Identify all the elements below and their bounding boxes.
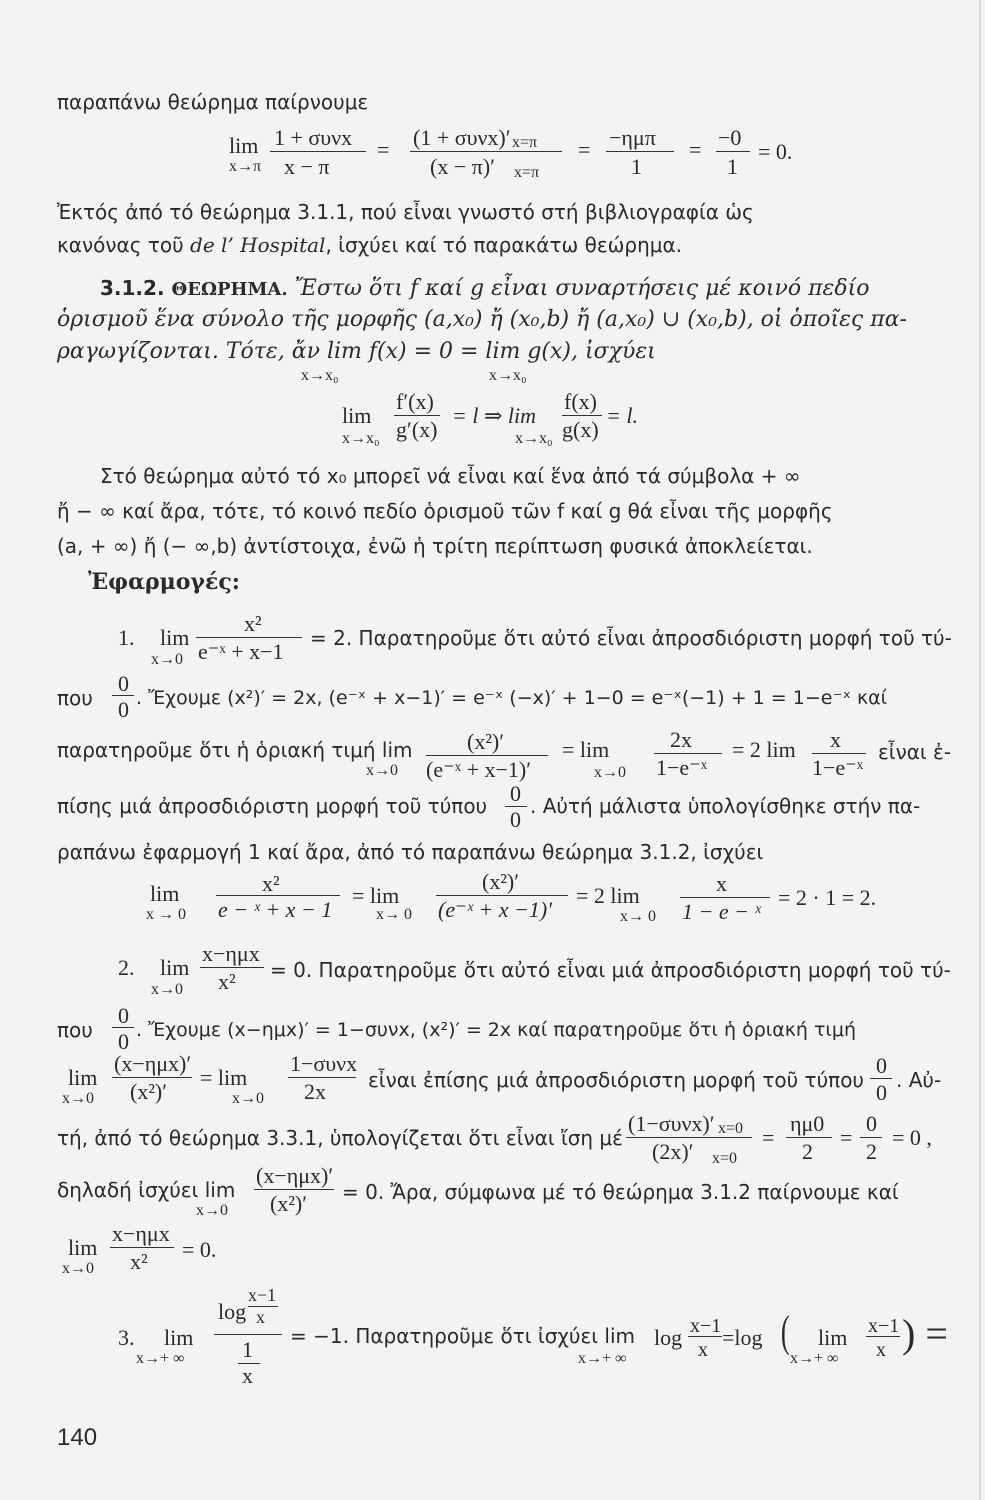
frac-bar bbox=[288, 1077, 356, 1078]
frac-bar bbox=[870, 1078, 892, 1079]
example-number: 1. bbox=[118, 625, 135, 650]
lim-sub: x→0 bbox=[196, 1202, 228, 1219]
frac-num: 0 bbox=[876, 1053, 887, 1078]
text: δηλαδή ἰσχύει lim bbox=[57, 1178, 236, 1202]
frac-den: 1−e⁻ˣ bbox=[656, 755, 708, 780]
log-label: log bbox=[654, 1325, 683, 1350]
lim: lim bbox=[68, 1235, 98, 1260]
frac-bar bbox=[562, 415, 602, 416]
frac-num: x−ημx bbox=[112, 1221, 170, 1246]
frac-num: x−1 bbox=[690, 1315, 722, 1337]
equation-middle: = l ⇒ lim bbox=[452, 403, 537, 428]
lim-sub: x→x₀ bbox=[342, 430, 380, 447]
frac-bar bbox=[270, 151, 366, 152]
frac-bar bbox=[110, 1247, 174, 1248]
theorem-number: 3.1.2. bbox=[100, 276, 165, 300]
text: . Ἔχουμε (x²)′ = 2x, (e⁻ˣ + x−1)′ = e⁻ˣ (−x)′ + 1−0 = e⁻ˣ(−1) + 1 = 1−e⁻ˣ καί bbox=[136, 687, 888, 709]
text: Ἐκτός ἀπό τό θεώρημα 3.1.1, πού εἶναι γνωστό στή βιβλιογραφία ὡς bbox=[57, 200, 754, 224]
theorem-text: Ἔστω ὅτι f καί g εἶναι συναρτήσεις μέ κοινό πεδίο bbox=[294, 276, 870, 301]
frac-bar bbox=[216, 895, 340, 896]
text: . Ἔχουμε (x−ημx)′ = 1−συνx, (x²)′ = 2x καί παρατηροῦμε ὅτι ἡ ὁριακή τιμή bbox=[136, 1019, 856, 1041]
frac-num: (x²)′ bbox=[482, 869, 520, 894]
frac-den: g(x) bbox=[562, 417, 599, 442]
lim: lim bbox=[160, 625, 190, 650]
frac-den: x² bbox=[130, 1249, 148, 1274]
text: που bbox=[57, 1018, 93, 1042]
frac-num-sub: x=π bbox=[512, 134, 538, 151]
lim: lim bbox=[160, 955, 190, 980]
frac-den: g′(x) bbox=[396, 417, 438, 442]
equals: = bbox=[377, 137, 390, 162]
frac-num-sub: x=0 bbox=[718, 1120, 744, 1137]
open-paren: ( bbox=[780, 1307, 790, 1356]
frac-bar bbox=[214, 1334, 282, 1335]
text: = −1. Παρατηροῦμε ὅτι ἰσχύει lim bbox=[290, 1324, 636, 1348]
equals-lim: = lim bbox=[562, 737, 610, 762]
frac-bar bbox=[866, 1336, 900, 1337]
lim-sub: x→0 bbox=[232, 1090, 264, 1107]
lim: lim bbox=[164, 1325, 194, 1350]
frac-bar bbox=[716, 151, 750, 152]
text: κανόνας τοῦ bbox=[57, 233, 191, 257]
page-edge bbox=[979, 0, 981, 1500]
equals: = bbox=[840, 1125, 853, 1150]
section-heading: Ἐφαρμογές: bbox=[88, 569, 240, 595]
frac-den: e − ˣ + x − 1 bbox=[218, 897, 333, 922]
frac-bar bbox=[654, 753, 722, 754]
frac-den: (x²)′ bbox=[270, 1191, 308, 1216]
paragraph-line bbox=[57, 497, 945, 525]
frac-bar bbox=[394, 415, 440, 416]
paragraph-line bbox=[57, 198, 945, 226]
lim-sub: x→+ ∞ bbox=[578, 1350, 627, 1367]
equation-tail: = 0. bbox=[758, 139, 793, 164]
example-number: 2. bbox=[118, 955, 135, 980]
lim-sub: x→ 0 bbox=[620, 908, 656, 925]
frac-bar bbox=[254, 1189, 334, 1190]
frac-den: 2 bbox=[802, 1139, 813, 1164]
lim: lim bbox=[68, 1065, 98, 1090]
frac-bar bbox=[786, 1137, 832, 1138]
lim-sub: x→π bbox=[229, 158, 262, 175]
lim-sub: x→0 bbox=[594, 764, 626, 781]
frac-den: (x − π)′ bbox=[430, 154, 495, 179]
equals-lim: = lim bbox=[352, 883, 400, 908]
frac-den: x bbox=[242, 1363, 253, 1388]
text: Στό θεώρημα αὐτό τό x₀ μπορεῖ νά εἶναι καί ἕνα ἀπό τά σύμβολα + ∞ bbox=[100, 464, 801, 488]
theorem-line: ὁρισμοῦ ἕνα σύνολο τῆς μορφῆς (a,x₀) ἤ (x₀,b) ἤ (a,x₀) ∪ (x₀,b), οἱ ὁποῖες πα- bbox=[57, 307, 907, 332]
frac-bar bbox=[688, 1336, 722, 1337]
text: = 2. Παρατηροῦμε ὅτι αὐτό εἶναι ἀπροσδιόριστη μορφή τοῦ τύ- bbox=[310, 626, 952, 650]
frac-num: x−ημx bbox=[202, 941, 260, 966]
text: , ἰσχύει καί τό παρακάτω θεώρημα. bbox=[325, 233, 683, 257]
lim-sub: x→0 bbox=[366, 762, 398, 779]
frac-bar bbox=[112, 695, 134, 696]
frac-num: x bbox=[716, 871, 727, 896]
frac-num: x² bbox=[244, 611, 262, 636]
theorem-line bbox=[100, 274, 869, 304]
frac-den: 0 bbox=[876, 1080, 887, 1105]
text: τή, ἀπό τό θεώρημα 3.3.1, ὑπολογίζεται ὅτι εἶναι ἴση μέ bbox=[57, 1126, 623, 1150]
frac-num: −ημπ bbox=[609, 125, 656, 150]
frac-bar bbox=[436, 895, 568, 896]
frac-den: x − π bbox=[284, 154, 330, 179]
frac-bar bbox=[626, 1137, 752, 1138]
frac-num: (x−ημx)′ bbox=[114, 1051, 192, 1076]
frac-num: 1 + συνx bbox=[274, 125, 353, 150]
frac-num: 0 bbox=[118, 1003, 129, 1028]
frac-num: 0 bbox=[866, 1111, 877, 1136]
text: που bbox=[57, 686, 93, 710]
lim-sub: x→0 bbox=[151, 981, 183, 998]
frac-den: 1 bbox=[727, 154, 738, 179]
lim-sub: x→+ ∞ bbox=[136, 1350, 185, 1367]
frac-den: (2x)′ bbox=[652, 1139, 694, 1164]
frac-bar bbox=[196, 637, 302, 638]
frac-den-sub: x=π bbox=[514, 164, 540, 181]
lim: lim bbox=[150, 881, 180, 906]
lim: lim bbox=[229, 133, 259, 158]
frac-num: 0 bbox=[510, 781, 521, 806]
theorem-title: ΘΕΩΡΗΜΑ. bbox=[171, 279, 288, 300]
frac-den-sub: x=0 bbox=[712, 1150, 738, 1167]
text: . Αὐ- bbox=[896, 1068, 942, 1092]
frac-num: −0 bbox=[718, 125, 742, 150]
frac-bar bbox=[860, 1137, 882, 1138]
frac-den: 1 bbox=[631, 154, 642, 179]
paragraph-line bbox=[57, 532, 945, 560]
equals: = bbox=[689, 137, 702, 162]
text: = 0. Παρατηροῦμε ὅτι αὐτό εἶναι μιά ἀπροσδιόριστη μορφή τοῦ τύ- bbox=[270, 958, 951, 982]
lim-sub: x→0 bbox=[62, 1260, 94, 1277]
lim: lim bbox=[342, 403, 372, 428]
lim: lim bbox=[818, 1325, 848, 1350]
frac-num: (x²)′ bbox=[467, 729, 505, 754]
frac-bar bbox=[112, 1027, 134, 1028]
equation-tail: = 0. bbox=[182, 1237, 217, 1262]
lim-sub: x→x₀ bbox=[489, 367, 527, 384]
frac-num: 1−συνx bbox=[290, 1051, 358, 1076]
text: παρατηροῦμε ὅτι ἡ ὁριακή τιμή lim bbox=[57, 738, 413, 762]
equals-lim: = 2 lim bbox=[576, 883, 640, 908]
equation-tail: = l. bbox=[606, 403, 638, 428]
frac-den: x bbox=[256, 1307, 265, 1327]
frac-den: 0 bbox=[118, 697, 129, 722]
frac-num: 0 bbox=[118, 671, 129, 696]
lim-sub: x→ 0 bbox=[376, 906, 412, 923]
equals-log: =log bbox=[722, 1325, 763, 1350]
frac-den: 0 bbox=[510, 807, 521, 832]
frac-num: (1 + συνx)′ bbox=[413, 125, 511, 150]
frac-den: e⁻ˣ + x−1 bbox=[198, 639, 284, 664]
frac-den: (e⁻ˣ + x−1)′ bbox=[426, 757, 532, 782]
frac-den: 1 − e − ˣ bbox=[682, 899, 761, 924]
text: ἤ − ∞ καί ἄρα, τότε, τό κοινό πεδίο ὁρισμοῦ τῶν f καί g θά εἶναι τῆς μορφῆς bbox=[57, 499, 833, 523]
frac-den: 1−e⁻ˣ bbox=[812, 755, 864, 780]
text: πίσης μιά ἀπροσδιόριστη μορφή τοῦ τύπου bbox=[57, 794, 488, 818]
text: ραπάνω ἐφαρμογή 1 καί ἄρα, ἀπό τό παραπάνω θεώρημα 3.1.2, ἰσχύει bbox=[57, 840, 764, 864]
text: = 0. Ἄρα, σύμφωνα μέ τό θεώρημα 3.1.2 παίρνουμε καί bbox=[342, 1180, 899, 1204]
lim-sub: x→+ ∞ bbox=[790, 1350, 839, 1367]
lim-sub: x→x₀ bbox=[301, 367, 339, 384]
text: εἶναι ἐπίσης μιά ἀπροσδιόριστη μορφή τοῦ τύπου bbox=[368, 1068, 864, 1092]
paragraph-line bbox=[100, 462, 945, 490]
frac-den: x bbox=[876, 1339, 886, 1361]
equation-tail: = 0 , bbox=[892, 1125, 932, 1150]
frac-bar bbox=[410, 151, 562, 152]
frac-num: f(x) bbox=[564, 389, 597, 414]
frac-num: ημ0 bbox=[790, 1111, 825, 1136]
equation-tail: = 2 · 1 = 2. bbox=[778, 885, 877, 910]
lim-sub: x→x₀ bbox=[515, 430, 553, 447]
frac-num: f′(x) bbox=[396, 389, 434, 414]
log-label: log bbox=[218, 1299, 247, 1324]
close-paren-equals: ) = bbox=[902, 1311, 948, 1356]
frac-bar bbox=[200, 967, 264, 968]
frac-den: x² bbox=[218, 969, 236, 994]
frac-den: 0 bbox=[118, 1029, 129, 1054]
frac-den: 2x bbox=[304, 1079, 326, 1104]
equals-lim: = 2 lim bbox=[732, 737, 796, 762]
frac-num: x−1 bbox=[868, 1315, 900, 1337]
frac-den: 2 bbox=[866, 1139, 877, 1164]
frac-num: x−1 bbox=[248, 1285, 277, 1305]
equals: = bbox=[578, 137, 591, 162]
page-number: 140 bbox=[57, 1424, 98, 1451]
text: (a, + ∞) ἤ (− ∞,b) ἀντίστοιχα, ἐνῶ ἡ τρίτη περίπτωση φυσικά ἀποκλείεται. bbox=[57, 534, 813, 558]
frac-den: x bbox=[698, 1339, 708, 1361]
lim-sub: x → 0 bbox=[146, 906, 186, 923]
frac-den: 1 bbox=[242, 1337, 253, 1362]
frac-bar bbox=[680, 897, 770, 898]
equals: = bbox=[762, 1125, 775, 1150]
text: . Αὐτή μάλιστα ὑπολογίσθηκε στήν πα- bbox=[530, 794, 921, 818]
lim-sub: x→0 bbox=[151, 651, 183, 668]
frac-den: (x²)′ bbox=[130, 1079, 168, 1104]
frac-num: (x−ημx)′ bbox=[256, 1163, 334, 1188]
frac-bar bbox=[812, 753, 866, 754]
lim-sub: x→0 bbox=[62, 1090, 94, 1107]
frac-num: x bbox=[830, 727, 841, 752]
frac-bar bbox=[112, 1077, 192, 1078]
frac-bar bbox=[606, 151, 674, 152]
example-number: 3. bbox=[118, 1325, 135, 1350]
frac-num: (1−συνx)′ bbox=[628, 1111, 715, 1136]
text: εἶναι ἐ- bbox=[878, 740, 952, 764]
theorem-line: ραγωγίζονται. Τότε, ἄν lim f(x) = 0 = lim g(x), ἰσχύει bbox=[57, 339, 656, 364]
frac-bar bbox=[426, 755, 548, 756]
hospital-name: de l’ Hospital bbox=[190, 233, 326, 257]
frac-num: 2x bbox=[670, 727, 692, 752]
equals-lim: = lim bbox=[200, 1065, 248, 1090]
frac-num: x² bbox=[262, 871, 280, 896]
frac-den: (e⁻ˣ + x −1)′ bbox=[438, 897, 553, 922]
paragraph-line bbox=[57, 231, 682, 259]
intro-text: παραπάνω θεώρημα παίρνουμε bbox=[57, 90, 369, 114]
